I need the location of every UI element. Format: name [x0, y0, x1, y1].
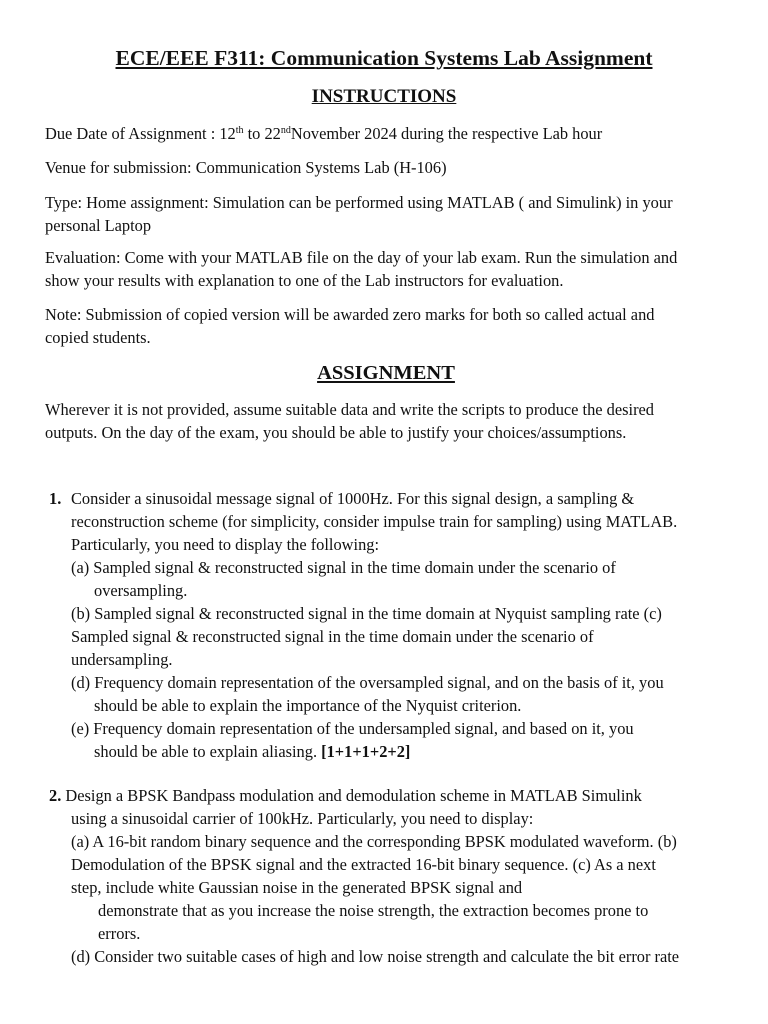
document-title: ECE/EEE F311: Communication Systems Lab Assignment [115, 46, 653, 70]
question-1: 1. Consider a sinusoidal message signal of 1000Hz. For this signal design, a sampling & reconstruction scheme (for simplicity, consider impulse train for sampling) using MATLAB. Particularly, you need to display the following: (a) Sampled signal & reconstructed signal in the time domain under the scenario of oversampling. (b) Sampled signal & reconstructed signal in the time domain at Nyquist sampling rate (c) Sampled signal & reconstructed signal in the time domain under the scenario of undersampling. (d) Frequency domain representation of the oversampled signal, and on the basis of it, you should be able to explain the importance of the Nyquist criterion. (e) Frequency domain representation of the undersampled signal, and based on it, you should be able to explain aliasing. [1+1+1+2+2] [49, 489, 678, 761]
venue-line: Venue for submission: Communication Systems Lab (H-106) [45, 158, 447, 177]
due-date-line: Due Date of Assignment : 12th to 22ndNovember 2024 during the respective Lab hour [45, 124, 603, 143]
question-1-number: 1. [49, 489, 62, 508]
note-paragraph: Note: Submission of copied version will be awarded zero marks for both so called actual and copied students. [45, 305, 655, 347]
question-2: 2. Design a BPSK Bandpass modulation and demodulation scheme in MATLAB Simulink using a sinusoidal carrier of 100kHz. Particularly, you need to display: (a) A 16-bit random binary sequence and the corresponding BPSK modulated waveform. (b) Demodulation of the BPSK signal and the extracted 16-bit binary sequence. (c) As a next step, include white Gaussian noise in the generated BPSK signal and demonstrate that as you increase the noise strength, the extraction becomes prone to errors. (d) Consider two suitable cases of high and low noise strength and calculate the bit error rate [49, 786, 680, 966]
question-1-marks: [1+1+1+2+2] [321, 742, 411, 761]
question-2-number: 2. [49, 786, 62, 805]
assignment-intro: Wherever it is not provided, assume suitable data and write the scripts to produce the desired outputs. On the day of the exam, you should be able to justify your choices/assumptions. [45, 400, 654, 442]
instructions-heading: INSTRUCTIONS [311, 86, 457, 107]
assignment-heading: ASSIGNMENT [317, 362, 455, 384]
type-paragraph: Type: Home assignment: Simulation can be performed using MATLAB ( and Simulink) in your personal Laptop [45, 193, 673, 235]
evaluation-paragraph: Evaluation: Come with your MATLAB file on the day of your lab exam. Run the simulation and show your results with explanation to one of the Lab instructors for evaluation. [45, 248, 678, 290]
